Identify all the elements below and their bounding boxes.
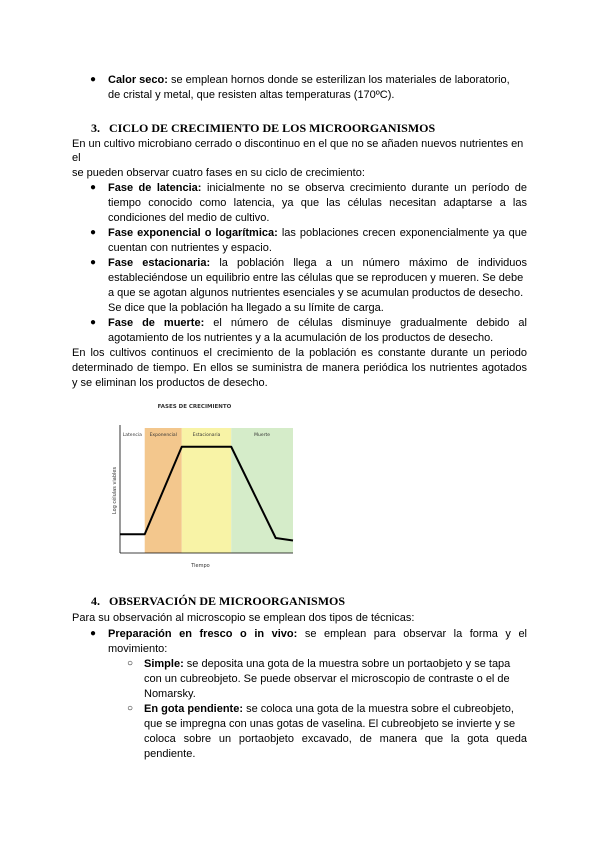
- estacionaria-term: Fase estacionaria:: [108, 257, 211, 269]
- gota-line1: [144, 702, 514, 716]
- latencia-line1: [108, 181, 527, 195]
- calor-seco-term: Calor seco:: [108, 74, 168, 86]
- exponencial-line1: [108, 226, 527, 240]
- section3-number: 3.: [91, 121, 100, 135]
- estacionaria-line3: a que se agotan algunos nutrientes esenciales y se acumulan productos de desecho.: [108, 287, 524, 299]
- simple-line2: con un cubreobjeto. Se puede observar el microscopio de contraste o el de: [144, 673, 510, 685]
- gota-term: En gota pendiente:: [144, 703, 243, 715]
- bullet-dot: ●: [90, 182, 97, 193]
- bullet-dot: ●: [90, 628, 97, 639]
- fresco-term: Preparación en fresco o in vivo:: [108, 628, 298, 640]
- exponencial-text1: las poblaciones crecen exponencialmente ya que: [281, 227, 527, 239]
- latencia-line3: condiciones del medio de cultivo.: [108, 212, 270, 224]
- fresco-line1: [108, 627, 527, 641]
- muerte-term: Fase de muerte:: [108, 317, 205, 329]
- bullet-dot: ●: [90, 227, 97, 238]
- calor-seco-line1: [108, 73, 510, 87]
- gota-line2: que se impregna con unas gotas de vaselina. El cubreobjeto se invierte y se: [144, 718, 516, 730]
- phase-label-muerte: Muerte: [254, 433, 271, 438]
- growth-chart: [85, 398, 315, 573]
- gota-text1: se coloca una gota de la muestra sobre el cubreobjeto,: [246, 703, 514, 715]
- y-axis-label: Log células viables: [112, 466, 118, 515]
- section3-intro3: se pueden observar cuatro fases en su ciclo de crecimiento:: [72, 167, 365, 179]
- section3-title: CICLO DE CRECIMIENTO DE LOS MICROORGANISMOS: [109, 121, 436, 135]
- exponencial-line2: cuentan con nutrientes y espacio.: [108, 242, 272, 254]
- section4-title: OBSERVACIÓN DE MICROORGANISMOS: [109, 594, 346, 608]
- simple-line1: [144, 657, 510, 671]
- section3-intro1: En un cultivo microbiano cerrado o discontinuo en el que no se añaden nuevos nutrientes en: [72, 138, 524, 150]
- continuos-line1: En los cultivos continuos el crecimiento de la población es constante durante un periodo: [72, 347, 527, 359]
- latencia-term: Fase de latencia:: [108, 182, 202, 194]
- continuos-line2: determinado de tiempo. En ellos se suministra de manera periódica los nutrientes agotados: [72, 362, 527, 374]
- gota-line3: coloca sobre un portaobjeto excavado, de manera que la gota queda: [144, 733, 527, 745]
- continuos-line3: y se eliminan los productos de desecho.: [72, 377, 268, 389]
- bullet-dot: ●: [90, 317, 97, 328]
- bullet-dot: ●: [90, 74, 97, 85]
- estacionaria-line1: [108, 256, 527, 270]
- section3-intro2: el: [72, 152, 81, 164]
- latencia-text1: inicialmente no se observa crecimiento durante un período de: [206, 182, 527, 194]
- phase-label-exponencial: Exponencial: [149, 433, 177, 438]
- bullet-dot: ●: [90, 257, 97, 268]
- muerte-line1: [108, 316, 527, 330]
- muerte-text1: el número de células disminuye gradualmente debido al: [213, 317, 527, 329]
- chart-title: FASES DE CRECIMIENTO: [157, 404, 232, 410]
- phase-label-estacionaria: Estacionaria: [192, 433, 221, 438]
- gota-line4: pendiente.: [144, 748, 196, 760]
- fresco-line2: movimiento:: [108, 643, 168, 655]
- simple-term: Simple:: [144, 658, 184, 670]
- calor-seco-text1: se emplean hornos donde se esterilizan los materiales de laboratorio,: [170, 74, 510, 86]
- latencia-line2: tiempo conocido como latencia, ya que las células necesitan adaptarse a las: [108, 197, 527, 209]
- simple-line3: Nomarsky.: [144, 688, 196, 700]
- circle-bullet: ○: [127, 703, 134, 714]
- muerte-line2: agotamiento de los nutrientes y a la acumulación de los productos de desecho.: [108, 332, 494, 344]
- x-axis-label: Tiempo: [191, 563, 210, 569]
- section4-number: 4.: [91, 594, 100, 608]
- simple-text1: se deposita una gota de la muestra sobre un portaobjeto y se tapa: [186, 658, 511, 670]
- phase-label-latencia: Latencia: [122, 433, 142, 438]
- exponencial-term: Fase exponencial o logarítmica:: [108, 227, 278, 239]
- circle-bullet: ○: [127, 658, 134, 669]
- section4-intro: Para su observación al microscopio se emplean dos tipos de técnicas:: [72, 612, 415, 624]
- estacionaria-line4: Se dice que la población ha llegado a su límite de carga.: [108, 302, 384, 314]
- fresco-text1: se emplean para observar la forma y el: [304, 628, 528, 640]
- estacionaria-line2: estableciéndose un equilibrio entre las células que se reproducen y mueren. Se debe: [108, 272, 524, 284]
- phase-band-muerte: [231, 428, 293, 553]
- calor-seco-line2: de cristal y metal, que resisten altas temperaturas (170ºC).: [108, 89, 395, 101]
- estacionaria-text1: la población llega a un número máximo de individuos: [219, 257, 527, 269]
